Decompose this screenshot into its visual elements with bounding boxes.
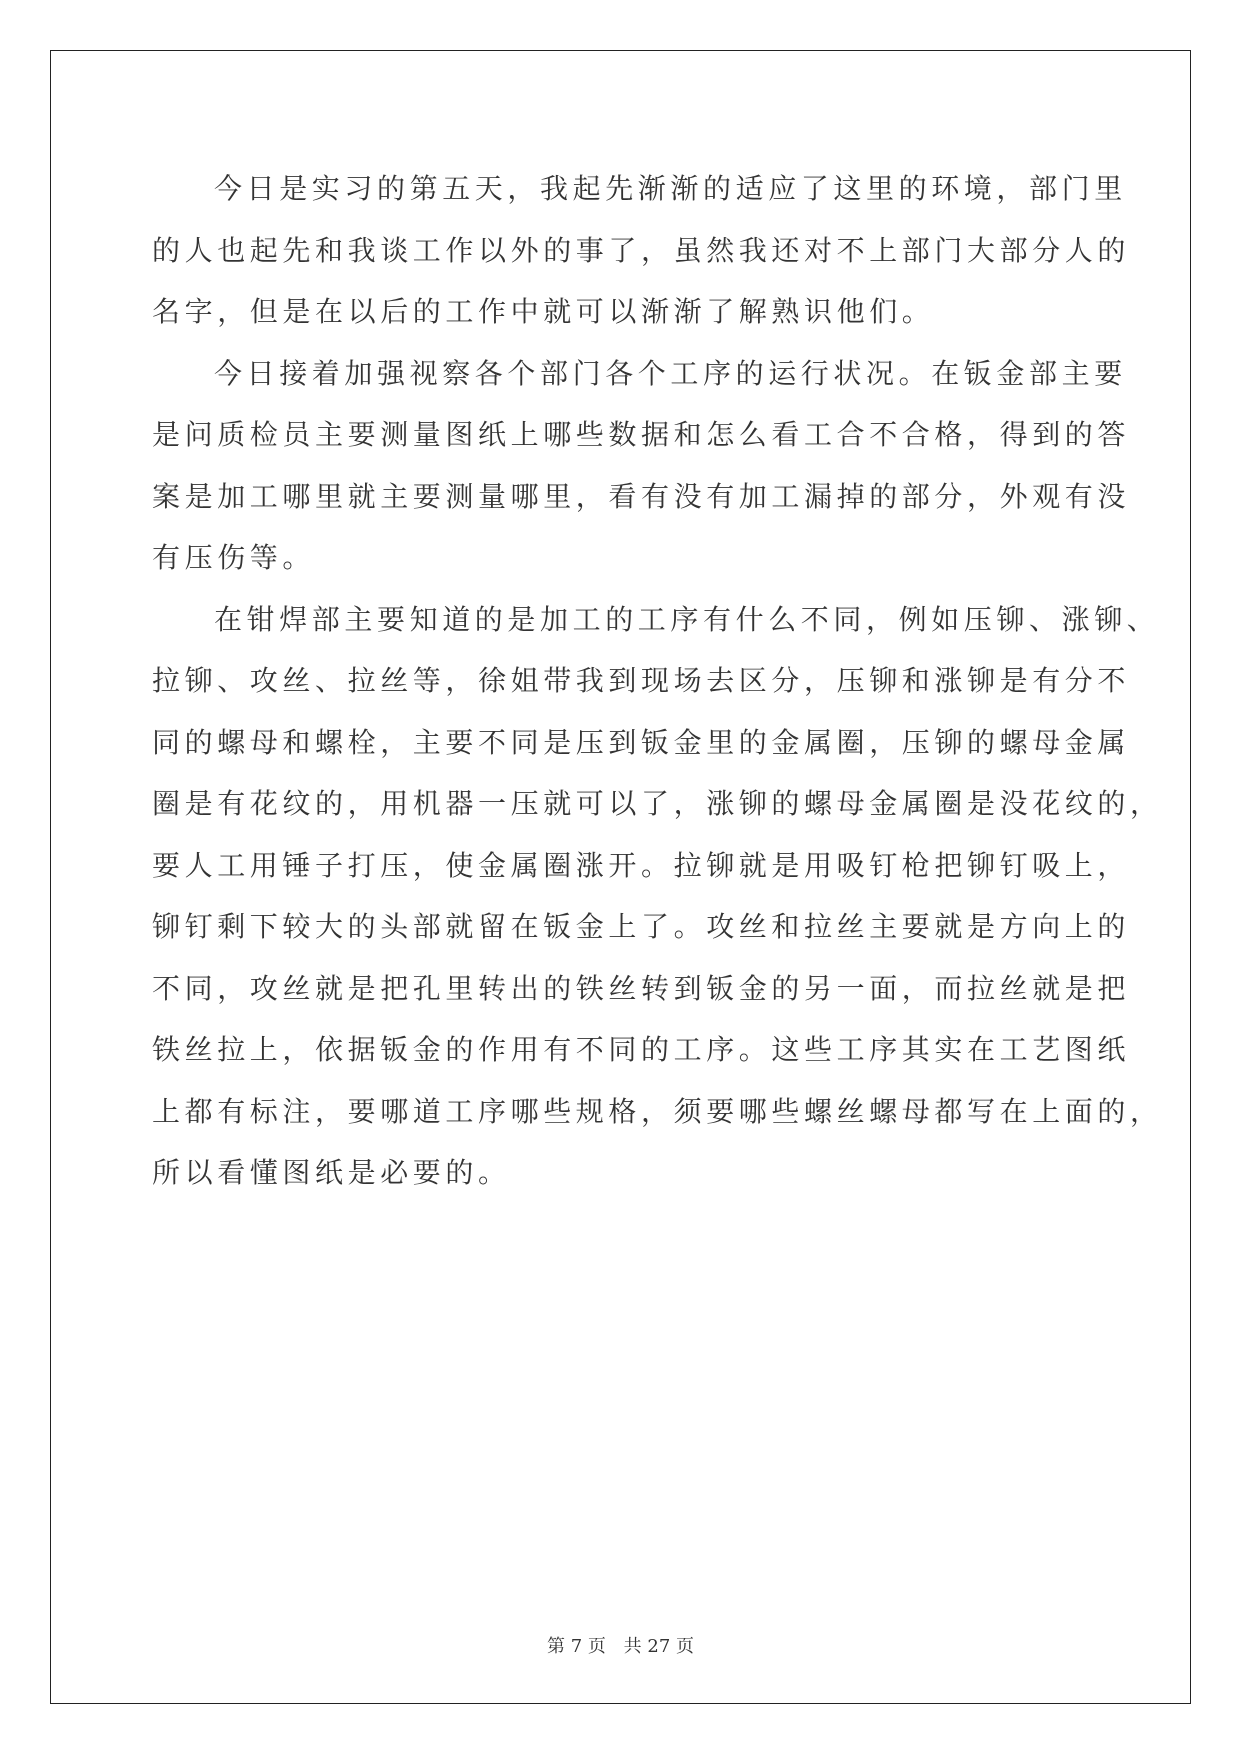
text-line: 有压伤等。	[152, 541, 316, 574]
text-line: 要人工用锤子打压，使金属圈涨开。拉铆就是用吸钉枪把铆钉吸上，	[152, 848, 1131, 882]
text-line: 今日是实习的第五天，我起先渐渐的适应了这里的环境，部门里	[214, 172, 1127, 205]
text-line: 所以看懂图纸是必要的。	[152, 1156, 511, 1189]
text-line: 同的螺母和螺栓，主要不同是压到钣金里的金属圈，压铆的螺母金属	[152, 725, 1131, 759]
text-line: 是问质检员主要测量图纸上哪些数据和怎么看工合不合格，得到的答	[152, 418, 1131, 451]
page-total: 共 27 页	[623, 1636, 694, 1657]
text-line: 的人也起先和我谈工作以外的事了，虽然我还对不上部门大部分人的	[152, 233, 1131, 267]
paragraph-3	[152, 589, 1163, 1204]
document-body	[152, 158, 1163, 1204]
text-line: 上都有标注，要哪道工序哪些规格，须要哪些螺丝螺母都写在上面的，	[152, 1094, 1163, 1128]
text-line: 铁丝拉上，依据钣金的作用有不同的工序。这些工序其实在工艺图纸	[152, 1033, 1131, 1066]
page-number: 第 7 页	[547, 1636, 606, 1657]
page-footer	[0, 1632, 1241, 1658]
paragraph-1	[152, 158, 1131, 343]
text-line: 拉铆、攻丝、拉丝等，徐姐带我到现场去区分，压铆和涨铆是有分不	[152, 664, 1131, 697]
text-line: 今日接着加强视察各个部门各个工序的运行状况。在钣金部主要	[214, 356, 1127, 390]
paragraph-2	[152, 343, 1131, 589]
text-line: 铆钉剩下较大的头部就留在钣金上了。攻丝和拉丝主要就是方向上的	[152, 910, 1131, 943]
text-line: 名字，但是在以后的工作中就可以渐渐了解熟识他们。	[152, 295, 935, 328]
text-line: 不同，攻丝就是把孔里转出的铁丝转到钣金的另一面，而拉丝就是把	[152, 971, 1131, 1005]
text-line: 圈是有花纹的，用机器一压就可以了，涨铆的螺母金属圈是没花纹的，	[152, 787, 1163, 820]
text-line: 在钳焊部主要知道的是加工的工序有什么不同，例如压铆、涨铆、	[214, 602, 1160, 636]
text-line: 案是加工哪里就主要测量哪里，看有没有加工漏掉的部分，外观有没	[152, 479, 1131, 513]
